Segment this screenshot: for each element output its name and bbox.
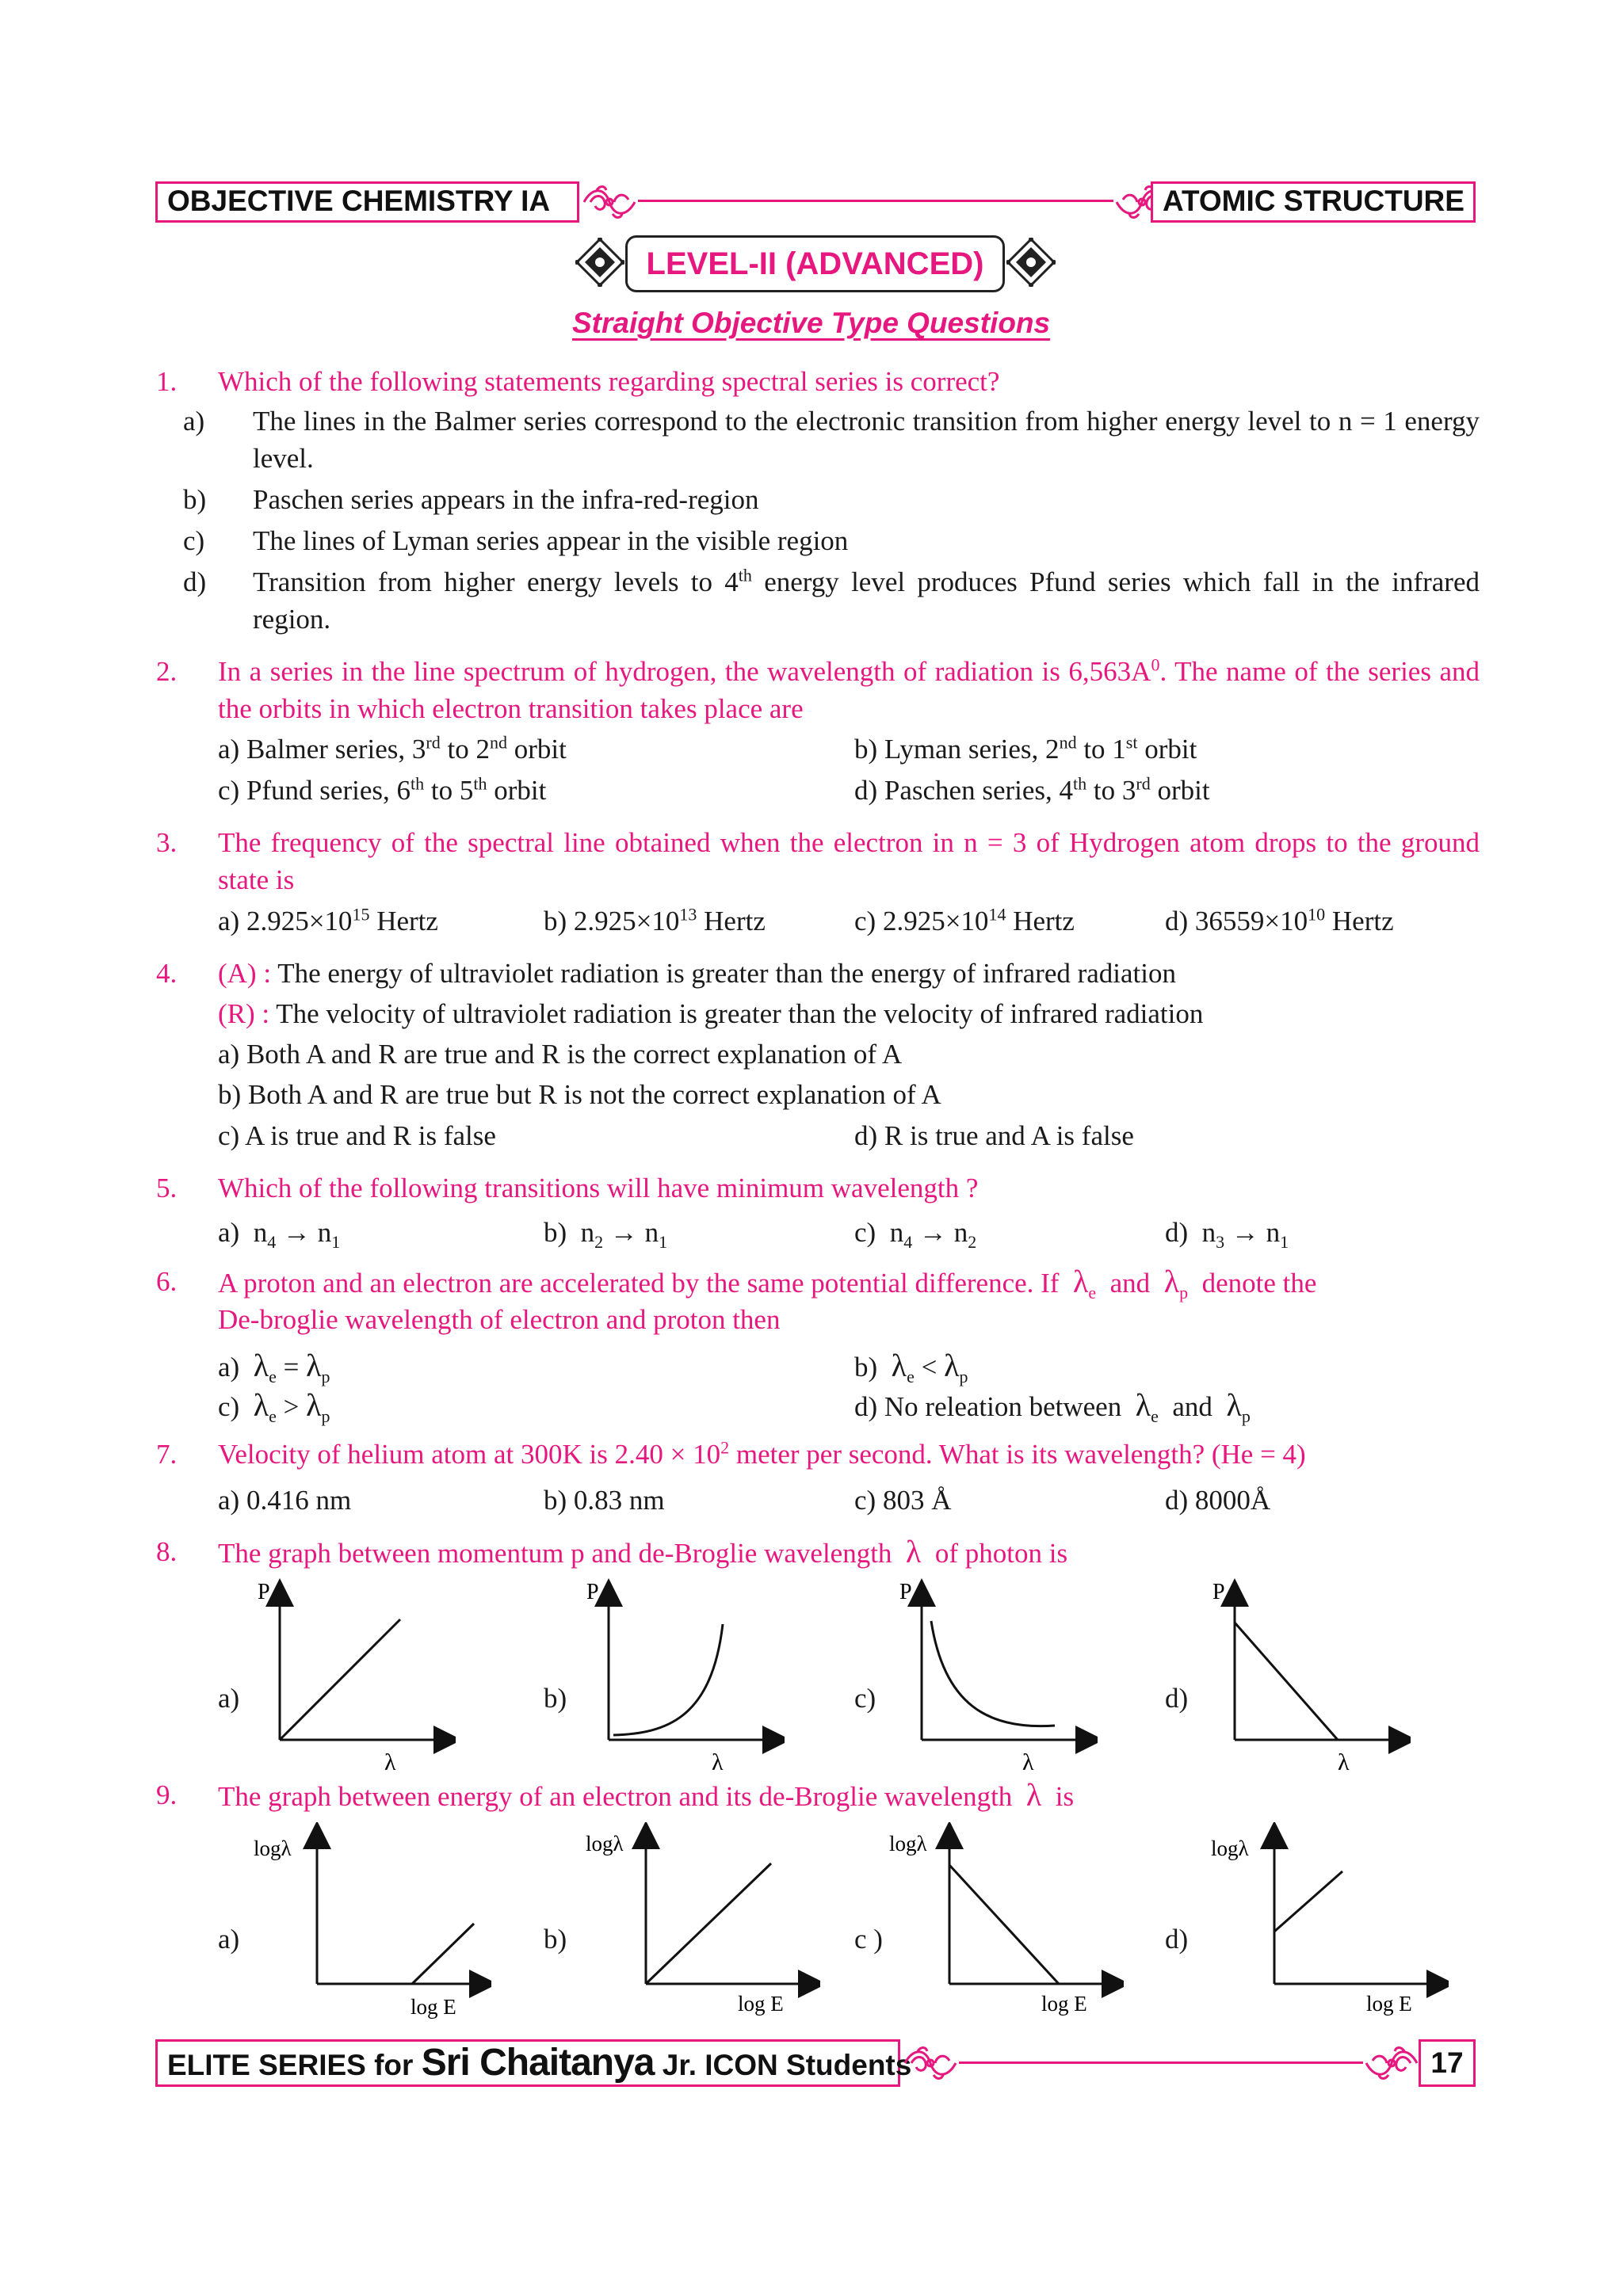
question-number: 2. [156, 656, 178, 687]
reason: (R) : The velocity of ultraviolet radiation is greater than the velocity of infrared radiation [218, 998, 1204, 1029]
option-c: c) $\lambda_e > \lambda_p$ [218, 1387, 330, 1426]
x-axis-label: λ [1338, 1749, 1350, 1775]
question-number: 1. [156, 366, 178, 397]
x-axis-label: λ [384, 1749, 396, 1775]
floral-ornament-icon [1363, 2042, 1420, 2084]
option-c: c) 803 Å [854, 1485, 952, 1516]
q8-graph-d [1205, 1577, 1411, 1775]
question-text: Velocity of helium atom at 300K is $2.40 \times 10^2$ meter per second. What is its wavelength? (He = 4) [218, 1437, 1306, 1470]
graph-line [412, 1924, 474, 1984]
footer-rule [959, 2061, 1363, 2064]
option-d: d) 8000Å [1165, 1485, 1271, 1516]
question-number: 7. [156, 1439, 178, 1470]
assertion: (A) : The energy of ultraviolet radiation is greater than the energy of infrared radiation [218, 958, 1176, 989]
section-subtitle: Straight Objective Type Questions [572, 307, 1051, 339]
option-c: c) Pfund series, 6th to 5th orbit [218, 773, 547, 806]
header-rule [638, 200, 1113, 202]
question-text: In a series in the line spectrum of hydrogen, the wavelength of radiation is $6,563A^0$. The name of the series and the orbits in which electron transition takes place are [218, 654, 1480, 724]
y-axis-label: logλ [254, 1836, 292, 1860]
option-a: a) The lines in the Balmer series correspond to the electronic transition from higher energy level to n = 1 energy level. [183, 406, 1480, 474]
x-axis-label: λ [1022, 1749, 1034, 1775]
q9-graph-c [886, 1822, 1124, 2020]
page-number: 17 [1419, 2039, 1476, 2087]
floral-ornament-icon [902, 2042, 959, 2084]
graph-label-b: b) [544, 1924, 567, 1955]
question-number: 9. [156, 1779, 178, 1810]
x-axis-label: λ [712, 1749, 724, 1775]
x-axis-label: log E [1366, 1992, 1412, 2016]
option-a: a) $2.925\times 10^{15}$ Hertz [218, 904, 438, 936]
question-text: The graph between energy of an electron and its de-Broglie wavelength λ is [218, 1777, 1075, 1813]
option-d: d) $n_3 \to n_1$ [1165, 1217, 1289, 1252]
y-axis-label: P [1212, 1580, 1225, 1604]
y-axis-label: logλ [586, 1832, 624, 1855]
graph-curve [280, 1619, 400, 1740]
graph-line [646, 1863, 771, 1984]
question-number: 6. [156, 1266, 178, 1297]
option-d: d) R is true and A is false [854, 1120, 1134, 1151]
x-axis-label: log E [411, 1995, 456, 2019]
option-b: b) Paschen series appears in the infra-red-region [183, 484, 759, 515]
option-b: b) 0.83 nm [544, 1485, 665, 1516]
y-axis-label: logλ [889, 1832, 927, 1855]
question-text: Which of the following statements regarding spectral series is correct? [218, 366, 1000, 397]
option-c: c) $2.925\times 10^{14}$ Hertz [854, 904, 1075, 936]
option-b: b) $\lambda_e < \lambda_p$ [854, 1348, 968, 1386]
q9-graph-a [254, 1822, 491, 2020]
graph-label-c: c) [854, 1683, 876, 1714]
option-a: a) $\lambda_e = \lambda_p$ [218, 1348, 330, 1386]
q8-graph-a [250, 1577, 456, 1775]
diamond-ornament-icon [575, 238, 624, 287]
graph-label-a: a) [218, 1924, 240, 1955]
option-c: c) A is true and R is false [218, 1120, 496, 1151]
diamond-ornament-icon [1006, 238, 1056, 287]
floral-ornament-icon [581, 181, 638, 223]
graph-curve [1235, 1623, 1338, 1740]
y-axis-label: P [586, 1580, 599, 1604]
graph-label-a: a) [218, 1683, 240, 1714]
option-b: b) Both A and R are true but R is not the correct explanation of A [218, 1079, 941, 1110]
option-b: b) Lyman series, 2nd to 1st orbit [854, 732, 1197, 765]
option-d: d) $36559\times 10^{10}$ Hertz [1165, 904, 1394, 936]
graph-label-c: c ) [854, 1924, 883, 1955]
q8-graph-c [892, 1577, 1098, 1775]
graph-label-b: b) [544, 1683, 567, 1714]
option-d: d) No releation between $\lambda_e$ and $\lambda_p$ [854, 1387, 1251, 1426]
q9-graph-d [1211, 1822, 1449, 2020]
question-number: 8. [156, 1536, 178, 1567]
option-c: c) The lines of Lyman series appear in the visible region [183, 525, 849, 556]
option-a: a) 0.416 nm [218, 1485, 352, 1516]
option-a: a) Balmer series, 3rd to 2nd orbit [218, 732, 567, 765]
option-d: d) Paschen series, 4th to 3rd orbit [854, 773, 1210, 806]
graph-line [949, 1865, 1059, 1984]
y-axis-label: logλ [1211, 1836, 1249, 1860]
question-text: The graph between momentum p and de-Broglie wavelength λ of photon is [218, 1534, 1068, 1569]
y-axis-label: P [899, 1580, 912, 1604]
question-number: 3. [156, 827, 178, 858]
option-b: b) $n_2 \to n_1$ [544, 1217, 668, 1252]
graph-curve [613, 1624, 723, 1735]
level-title: LEVEL-II (ADVANCED) [625, 235, 1005, 292]
option-b: b) $2.925\times 10^{13}$ Hertz [544, 904, 766, 936]
x-axis-label: log E [738, 1992, 784, 2016]
graph-curve [931, 1621, 1055, 1726]
question-number: 4. [156, 958, 178, 989]
question-text: The frequency of the spectral line obtained when the electron in n = 3 of Hydrogen atom drops to the ground state is [218, 827, 1480, 895]
header-chapter-title: ATOMIC STRUCTURE [1151, 181, 1476, 223]
question-text: A proton and an electron are accelerated by the same potential difference. If $\lambda_e$ and $\lambda_p$ denote the [218, 1264, 1317, 1302]
question-text: Which of the following transitions will have minimum wavelength ? [218, 1173, 979, 1203]
y-axis-label: P [258, 1580, 270, 1604]
option-list [183, 402, 1480, 638]
question-number: 5. [156, 1173, 178, 1203]
question-text: De-broglie wavelength of electron and proton then [218, 1304, 781, 1335]
q9-graph-b [582, 1822, 820, 2020]
option-a: a) Both A and R are true and R is the correct explanation of A [218, 1039, 903, 1070]
q8-graph-b [579, 1577, 785, 1775]
option-c: c) $n_4 \to n_2$ [854, 1217, 977, 1252]
footer-series-title: ELITE SERIES for Sri Chaitanya Jr. ICON Students [155, 2039, 900, 2087]
header-book-title: OBJECTIVE CHEMISTRY IA [155, 181, 579, 223]
option-d: d) Transition from higher energy levels to 4th energy level produces Pfund series which fall in the infrared region. [183, 565, 1480, 635]
option-a: a) $n_4 \to n_1$ [218, 1217, 341, 1252]
graph-label-d: d) [1165, 1924, 1189, 1955]
graph-line [1274, 1871, 1342, 1932]
x-axis-label: log E [1041, 1992, 1087, 2016]
graph-label-d: d) [1165, 1683, 1189, 1714]
